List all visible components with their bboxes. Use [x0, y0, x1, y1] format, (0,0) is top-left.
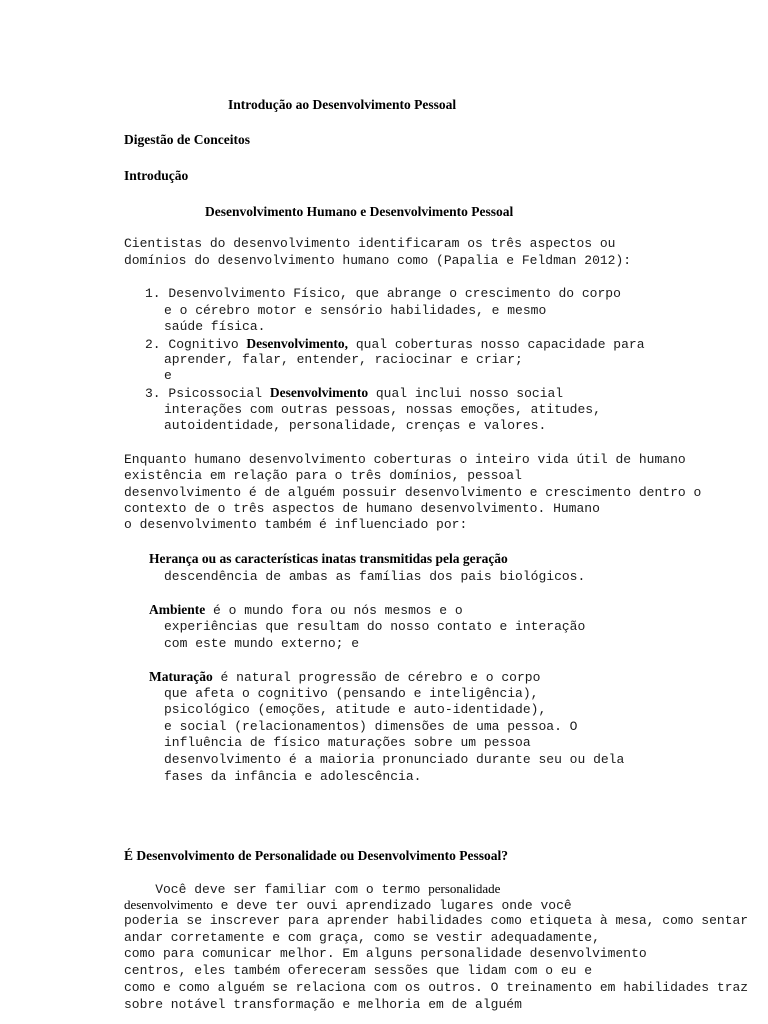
list-item-3-text: qual inclui nosso social	[368, 386, 564, 401]
bullet-ambiente-text: é o mundo fora ou nós mesmos e o	[205, 603, 463, 618]
bullet-maturacao-cont: e social (relacionamentos) dimensões de uma pessoa. O	[164, 719, 578, 734]
list-item-2-cont: aprender, falar, entender, raciocinar e criar;	[164, 352, 523, 367]
list-item-3-bold: Desenvolvimento	[269, 385, 369, 400]
bullet-maturacao-cont: influência de físico maturações sobre um pessoa	[164, 735, 531, 750]
list-item-1: 1. Desenvolvimento Físico, que abrange o crescimento do corpo	[145, 286, 621, 301]
paragraph-line: poderia se inscrever para aprender habilidades como etiqueta à mesa, como sentar	[124, 913, 749, 928]
list-item-3-cont: interações com outras pessoas, nossas emoções, atitudes,	[164, 402, 601, 417]
para3-text: Você deve ser familiar com o termo	[124, 882, 429, 897]
para3-term: personalidade	[428, 881, 501, 896]
paragraph-line: sobre notável transformação e melhoria em de alguém	[124, 997, 522, 1012]
paragraph-line: contexto de o três aspectos de humano desenvolvimento. Humano	[124, 501, 600, 516]
bullet-heranca-bold: Herança ou as características inatas transmitidas pela geração	[149, 551, 508, 566]
list-item-3	[145, 384, 563, 402]
section-heading-digest: Digestão de Conceitos	[124, 132, 250, 147]
section-heading-intro: Introdução	[124, 168, 189, 183]
paragraph-line: desenvolvimento é de alguém possuir desenvolvimento e crescimento dentro o	[124, 485, 702, 500]
section-subtitle: Desenvolvimento Humano e Desenvolvimento Pessoal	[205, 204, 514, 219]
bullet-maturacao-cont: desenvolvimento é a maioria pronunciado durante seu ou dela	[164, 752, 625, 767]
list-item-3-label: 3. Psicossocial	[145, 386, 270, 401]
bullet-ambiente-cont: com este mundo externo; e	[164, 636, 360, 651]
paragraph-line: o desenvolvimento também é influenciado por:	[124, 517, 468, 532]
bullet-ambiente	[145, 601, 463, 619]
bullet-maturacao-bold: Maturação	[149, 669, 213, 684]
list-item-1-cont: saúde física.	[164, 319, 266, 334]
paragraph-line: centros, eles também ofereceram sessões que lidam com o eu e	[124, 963, 593, 978]
question-heading: É Desenvolvimento de Personalidade ou Desenvolvimento Pessoal?	[124, 848, 508, 863]
paragraph-line: andar corretamente e com graça, como se vestir adequadamente,	[124, 930, 600, 945]
bullet-heranca	[145, 550, 508, 568]
bullet-maturacao-cont: psicológico (emoções, atitude e auto-identidade),	[164, 702, 547, 717]
paragraph-line: existência em relação para o três domínios, pessoal	[124, 468, 522, 483]
paragraph-line: como e como alguém se relaciona com os outros. O treinamento em habilidades traz	[124, 980, 749, 995]
bullet-ambiente-cont: experiências que resultam do nosso contato e interação	[164, 619, 586, 634]
bullet-maturacao-cont: que afeta o cognitivo (pensando e inteligência),	[164, 686, 539, 701]
para3-term: desenvolvimento	[124, 897, 213, 912]
list-item-2-label: 2. Cognitivo	[145, 337, 247, 352]
paragraph-line: Enquanto humano desenvolvimento coberturas o inteiro vida útil de humano	[124, 452, 686, 467]
paragraph-line: como para comunicar melhor. Em alguns personalidade desenvolvimento	[124, 946, 647, 961]
list-item-1-cont: e o cérebro motor e sensório habilidades, e mesmo	[164, 303, 547, 318]
bullet-ambiente-bold: Ambiente	[149, 602, 206, 617]
list-item-2-cont: e	[164, 368, 172, 383]
document-title: Introdução ao Desenvolvimento Pessoal	[228, 97, 457, 112]
bullet-maturacao-text: é natural progressão de cérebro e o corpo	[212, 670, 541, 685]
list-item-3-cont: autoidentidade, personalidade, crenças e valores.	[164, 418, 547, 433]
para3-text: e deve ter ouvi aprendizado lugares onde você	[212, 898, 572, 913]
paragraph-line: domínios do desenvolvimento humano como (Papalia e Feldman 2012):	[124, 253, 632, 268]
paragraph-line: Cientistas do desenvolvimento identificaram os três aspectos ou	[124, 236, 616, 251]
bullet-heranca-cont: descendência de ambas as famílias dos pais biológicos.	[164, 569, 586, 584]
bullet-maturacao-cont: fases da infância e adolescência.	[164, 769, 422, 784]
list-item-2-text: qual coberturas nosso capacidade para	[348, 337, 645, 352]
bullet-maturacao	[145, 668, 540, 686]
list-item-2-bold: Desenvolvimento,	[246, 336, 349, 351]
